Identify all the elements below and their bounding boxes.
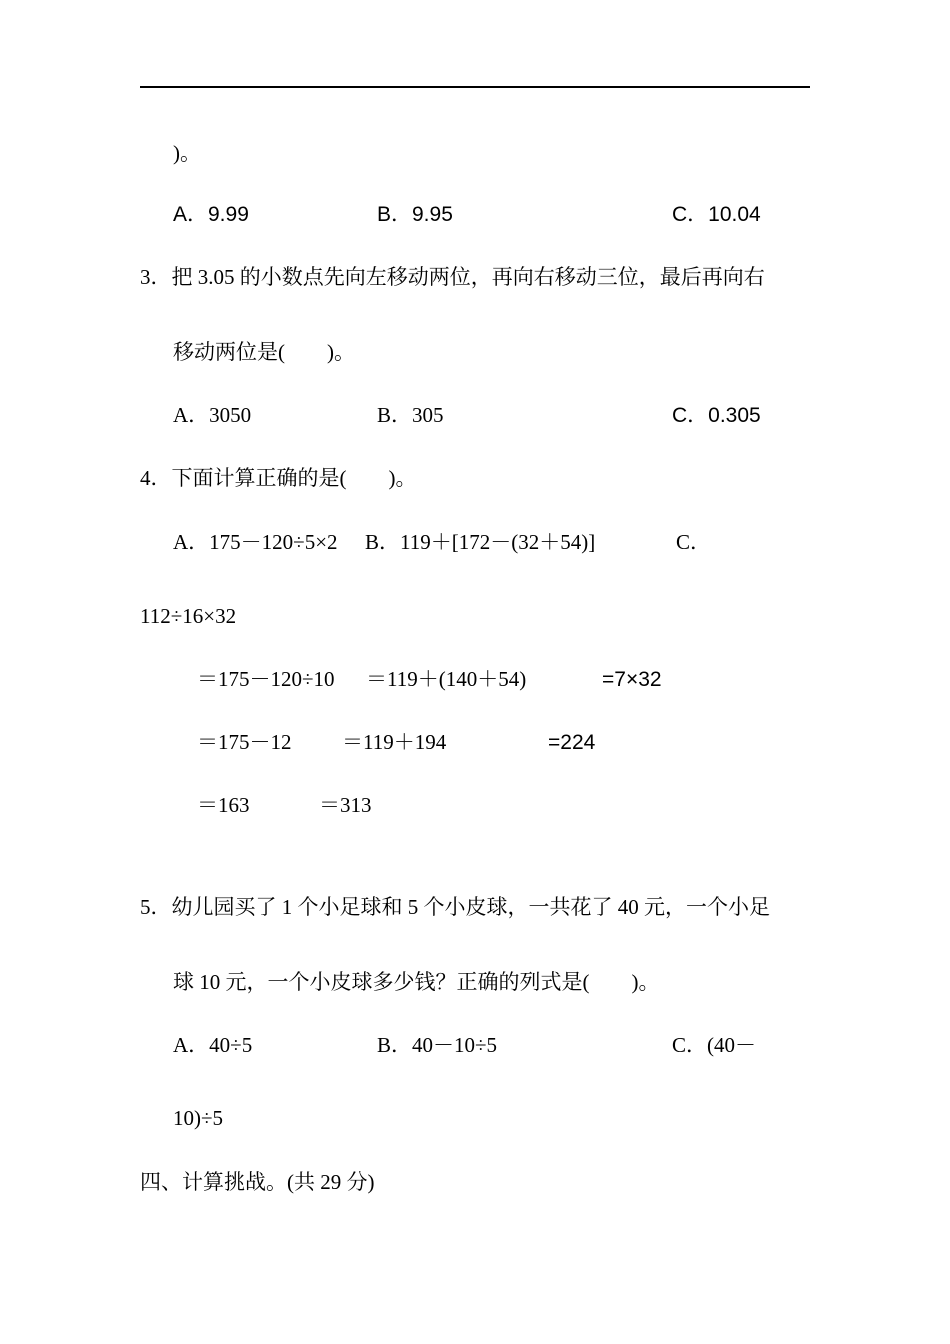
prev-option-b: B．9.95 (377, 203, 453, 226)
prev-option-a: A．9.99 (173, 203, 249, 226)
q4-b-step-3: ＝313 (319, 793, 372, 817)
q4-option-c-expression: 112÷16×32 (140, 604, 237, 628)
q4-b-step-2: ＝119＋194 (342, 730, 447, 754)
q3-option-c: C．0.305 (672, 404, 761, 427)
q4-option-b: B．119＋[172－(32＋54)] (365, 530, 596, 554)
q4-a-step-2: ＝175－12 (197, 730, 292, 754)
section-4-title: 四、计算挑战。(共 29 分) (140, 1170, 375, 1194)
q5-option-a: A．40÷5 (173, 1033, 253, 1057)
q4-b-step-1: ＝119＋(140＋54) (366, 667, 527, 691)
q5-option-c-wrap: 10)÷5 (173, 1106, 224, 1130)
q5-option-b: B．40－10÷5 (377, 1033, 498, 1057)
prev-question-tail: )。 (173, 141, 201, 165)
q4-c-step-1: =7×32 (602, 668, 662, 691)
q3-option-a: A．3050 (173, 403, 252, 427)
q5-option-c: C．(40－ (672, 1033, 756, 1057)
q5-stem-line2: 球 10 元，一个小皮球多少钱？正确的列式是( )。 (173, 970, 660, 994)
q3-stem-line1: 3．把 3.05 的小数点先向左移动两位，再向右移动三位，最后再向右 (140, 265, 765, 289)
q4-a-step-1: ＝175－120÷10 (197, 667, 335, 691)
q4-c-step-2: =224 (548, 731, 596, 754)
q4-a-step-3: ＝163 (197, 793, 250, 817)
header-rule (140, 86, 810, 88)
q5-stem-line1: 5．幼儿园买了 1 个小足球和 5 个小皮球，一共花了 40 元，一个小足 (140, 895, 770, 919)
q3-stem-line2: 移动两位是( )。 (173, 340, 355, 364)
q4-option-c: C． (676, 530, 712, 554)
prev-option-c: C．10.04 (672, 203, 761, 226)
q4-option-a: A．175－120÷5×2 (173, 530, 338, 554)
q4-stem: 4．下面计算正确的是( )。 (140, 466, 417, 490)
q3-option-b: B．305 (377, 403, 444, 427)
